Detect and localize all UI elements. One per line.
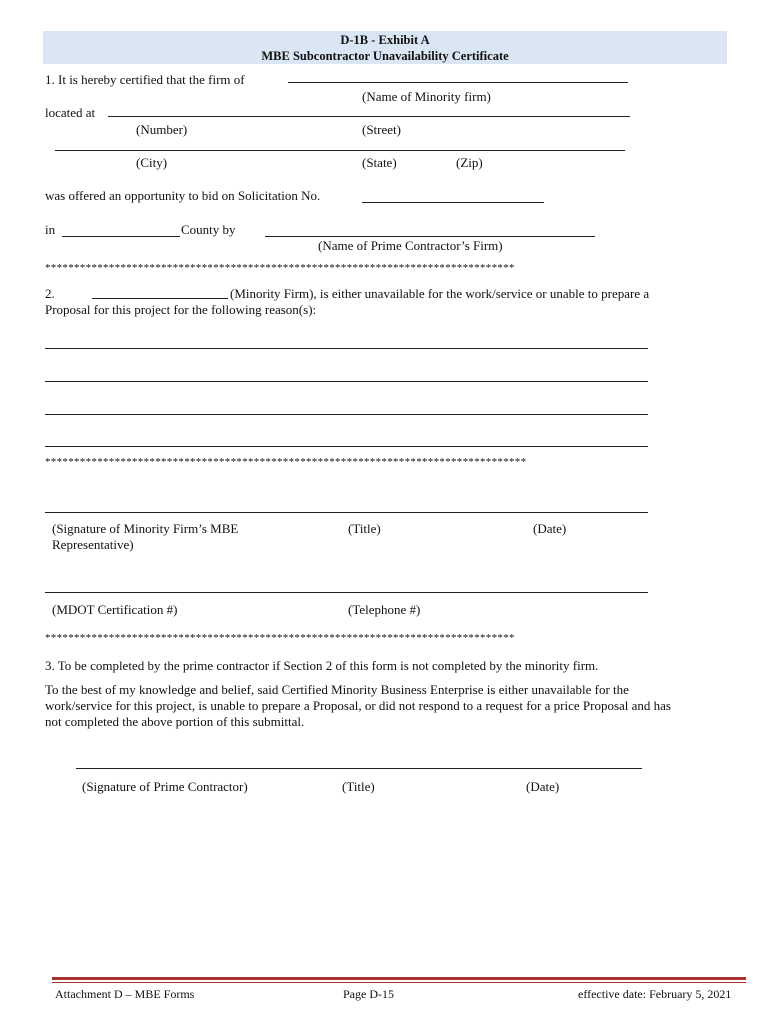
reason-line-3[interactable] <box>45 414 648 415</box>
section3-heading: 3. To be completed by the prime contractor if Section 2 of this form is not completed by the minority firm. <box>45 658 599 673</box>
street-caption: (Street) <box>362 122 401 137</box>
minority-signature-caption: (Signature of Minority Firm’s MBE <box>52 521 239 536</box>
section3-paragraph-line3: not completed the above portion of this submittal. <box>45 714 305 729</box>
solicitation-number-field[interactable] <box>362 202 544 203</box>
prime-signature-line[interactable] <box>76 768 642 769</box>
located-at-label: located at <box>45 105 96 120</box>
section2-reason-text: (Minority Firm), is either unavailable for the work/service or unable to prepare a <box>230 286 650 301</box>
form-title: MBE Subcontractor Unavailability Certificate <box>261 49 509 63</box>
separator-stars: ********************************************************************************* <box>45 632 515 644</box>
footer-effective-date: effective date: February 5, 2021 <box>578 987 732 1001</box>
mdot-certification-caption: (MDOT Certification #) <box>52 602 178 617</box>
separator-stars: ********************************************************************************* <box>45 262 515 274</box>
minority-firm-name-caption: (Name of Minority firm) <box>362 89 491 104</box>
state-caption: (State) <box>362 155 397 170</box>
reason-line-4[interactable] <box>45 446 648 447</box>
county-field[interactable] <box>62 236 180 237</box>
title-caption: (Title) <box>348 521 381 536</box>
in-label: in <box>45 222 56 237</box>
minority-firm-field-2[interactable] <box>92 298 228 299</box>
minority-signature-line[interactable] <box>45 512 648 513</box>
reason-line-2[interactable] <box>45 381 648 382</box>
zip-caption: (Zip) <box>456 155 483 170</box>
reason-line-1[interactable] <box>45 348 648 349</box>
footer-rule-thin <box>52 982 746 983</box>
form-id-title: D-1B - Exhibit A <box>340 33 430 47</box>
city-caption: (City) <box>136 155 168 170</box>
minority-firm-name-field[interactable] <box>288 82 628 83</box>
section2-reason-text-cont: Proposal for this project for the following reason(s): <box>45 302 317 317</box>
date-caption: (Date) <box>533 521 567 536</box>
section3-paragraph-line2: work/service for this project, is unable to prepare a Proposal, or did not respond to a request for a price Proposal and has <box>45 698 671 713</box>
offered-text: was offered an opportunity to bid on Solicitation No. <box>45 188 321 203</box>
number-caption: (Number) <box>136 122 188 137</box>
telephone-caption: (Telephone #) <box>348 602 421 617</box>
address-city-state-zip-field[interactable] <box>55 150 625 151</box>
section3-paragraph-line1: To the best of my knowledge and belief, said Certified Minority Business Enterprise is either unavailable for the <box>45 682 629 697</box>
mdot-telephone-line[interactable] <box>45 592 648 593</box>
prime-signature-caption: (Signature of Prime Contractor) <box>82 779 248 794</box>
prime-contractor-firm-field[interactable] <box>265 236 595 237</box>
prime-contractor-caption: (Name of Prime Contractor’s Firm) <box>318 238 503 253</box>
form-header <box>43 31 727 64</box>
footer-attachment: Attachment D – MBE Forms <box>55 987 195 1001</box>
county-by-label: County by <box>181 222 236 237</box>
footer-page-number: Page D-15 <box>343 987 394 1001</box>
prime-date-caption: (Date) <box>526 779 560 794</box>
footer-rule <box>52 977 746 980</box>
minority-signature-caption-cont: Representative) <box>52 537 134 552</box>
certified-text: 1. It is hereby certified that the firm of <box>45 72 245 87</box>
prime-title-caption: (Title) <box>342 779 375 794</box>
separator-stars: *********************************************************************************** <box>45 456 527 468</box>
section2-number: 2. <box>45 286 55 301</box>
address-number-street-field[interactable] <box>108 116 630 117</box>
